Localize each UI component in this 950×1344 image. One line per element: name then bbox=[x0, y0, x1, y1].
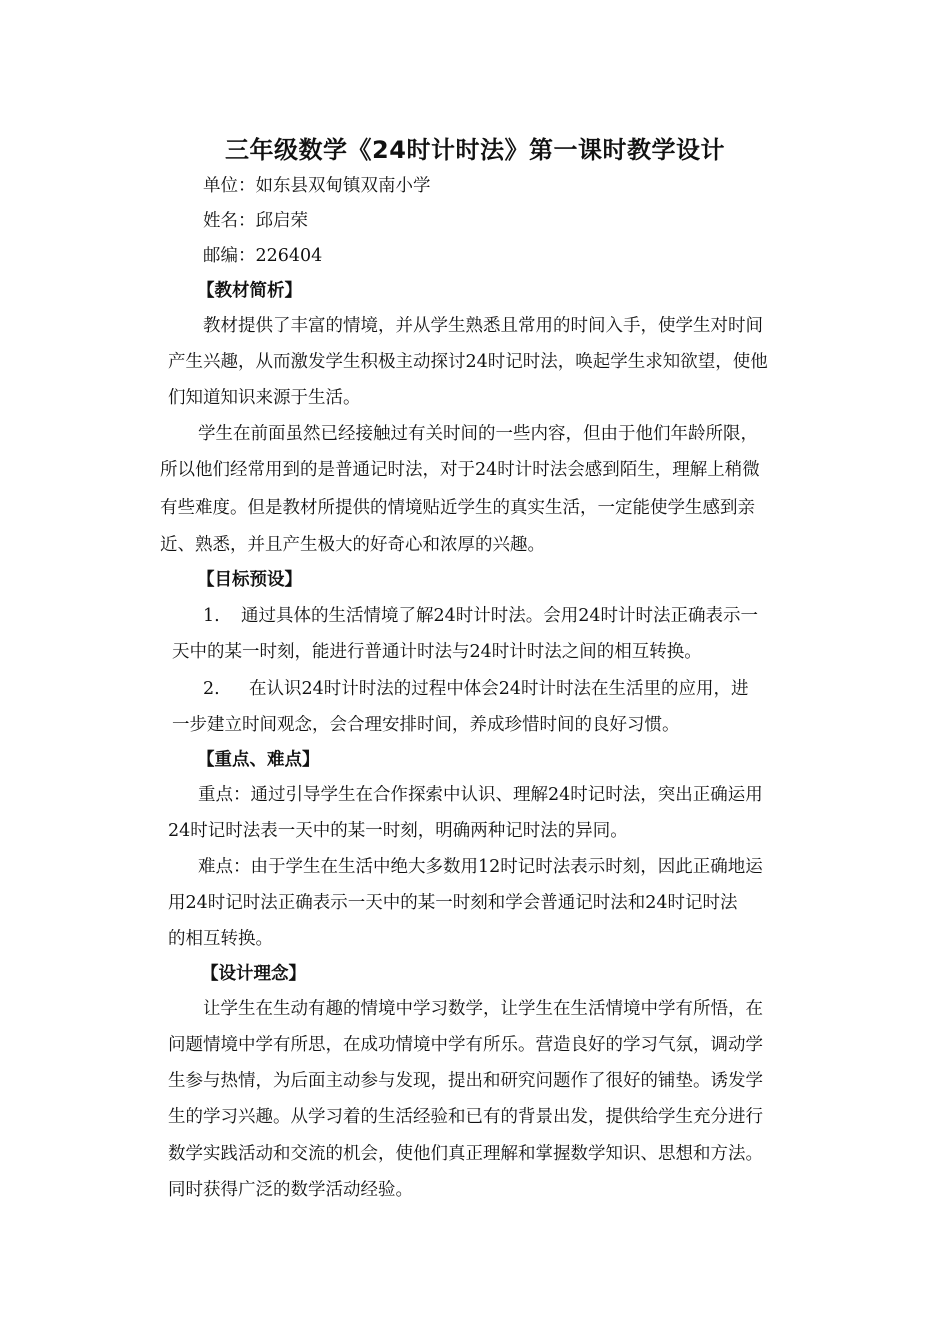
analysis-p1-line-2: 产生兴趣，从而激发学生积极主动探讨24时记时法，唤起学生求知欲望，使他 bbox=[168, 352, 768, 372]
difficult-point-line-3: 的相互转换。 bbox=[168, 929, 273, 949]
document-title: 三年级数学《24时计时法》第一课时教学设计 bbox=[225, 136, 725, 164]
concept-line-3: 生参与热情，为后面主动参与发现，提出和研究问题作了很好的铺垫。诱发学 bbox=[168, 1071, 763, 1091]
goal-2-line-1: 在认识24时计时法的过程中体会24时计时法在生活里的应用，进 bbox=[249, 679, 749, 699]
key-point-line-1: 重点：通过引导学生在合作探索中认识、理解24时记时法，突出正确运用 bbox=[198, 785, 763, 805]
analysis-p2-line-4: 近、熟悉，并且产生极大的好奇心和浓厚的兴趣。 bbox=[160, 535, 545, 555]
analysis-p1-line-3: 们知道知识来源于生活。 bbox=[168, 388, 361, 408]
goal-2-line-2: 一步建立时间观念，会合理安排时间，养成珍惜时间的良好习惯。 bbox=[172, 715, 680, 735]
goal-1-number: 1. bbox=[203, 606, 220, 626]
unit-line: 单位：如东县双甸镇双南小学 bbox=[203, 176, 431, 196]
concept-line-5: 数学实践活动和交流的机会，使他们真正理解和掌握数学知识、思想和方法。 bbox=[168, 1144, 763, 1164]
key-point-line-2: 24时记时法表一天中的某一时刻，明确两种记时法的异同。 bbox=[168, 821, 628, 841]
concept-line-6: 同时获得广泛的数学活动经验。 bbox=[168, 1180, 413, 1200]
author-name-line: 姓名：邱启荣 bbox=[203, 211, 308, 231]
section-heading-keypoints: 【重点、难点】 bbox=[197, 750, 320, 770]
section-heading-analysis: 【教材简析】 bbox=[197, 281, 302, 301]
analysis-p2-line-3: 有些难度。但是教材所提供的情境贴近学生的真实生活，一定能使学生感到亲 bbox=[160, 498, 755, 518]
concept-line-2: 问题情境中学有所思，在成功情境中学有所乐。营造良好的学习气氛，调动学 bbox=[168, 1035, 763, 1055]
section-heading-concept: 【设计理念】 bbox=[201, 964, 306, 984]
concept-line-1: 让学生在生动有趣的情境中学习数学，让学生在生活情境中学有所悟，在 bbox=[203, 999, 763, 1019]
analysis-p1-line-1: 教材提供了丰富的情境，并从学生熟悉且常用的时间入手，使学生对时间 bbox=[203, 316, 763, 336]
analysis-p2-line-2: 所以他们经常用到的是普通记时法，对于24时计时法会感到陌生，理解上稍微 bbox=[160, 460, 760, 480]
difficult-point-line-2: 用24时记时法正确表示一天中的某一时刻和学会普通记时法和24时记时法 bbox=[168, 893, 738, 913]
concept-line-4: 生的学习兴趣。从学习着的生活经验和已有的背景出发，提供给学生充分进行 bbox=[168, 1107, 763, 1127]
section-heading-goals: 【目标预设】 bbox=[197, 570, 302, 590]
goal-1-line-2: 天中的某一时刻，能进行普通计时法与24时计时法之间的相互转换。 bbox=[172, 642, 702, 662]
goal-2-number: 2. bbox=[203, 679, 220, 699]
difficult-point-line-1: 难点：由于学生在生活中绝大多数用12时记时法表示时刻，因此正确地运 bbox=[198, 857, 763, 877]
postcode-line: 邮编：226404 bbox=[203, 246, 323, 266]
goal-1-line-1: 通过具体的生活情境了解24时计时法。会用24时计时法正确表示一 bbox=[241, 606, 759, 626]
analysis-p2-line-1: 学生在前面虽然已经接触过有关时间的一些内容，但由于他们年龄所限， bbox=[198, 424, 758, 444]
